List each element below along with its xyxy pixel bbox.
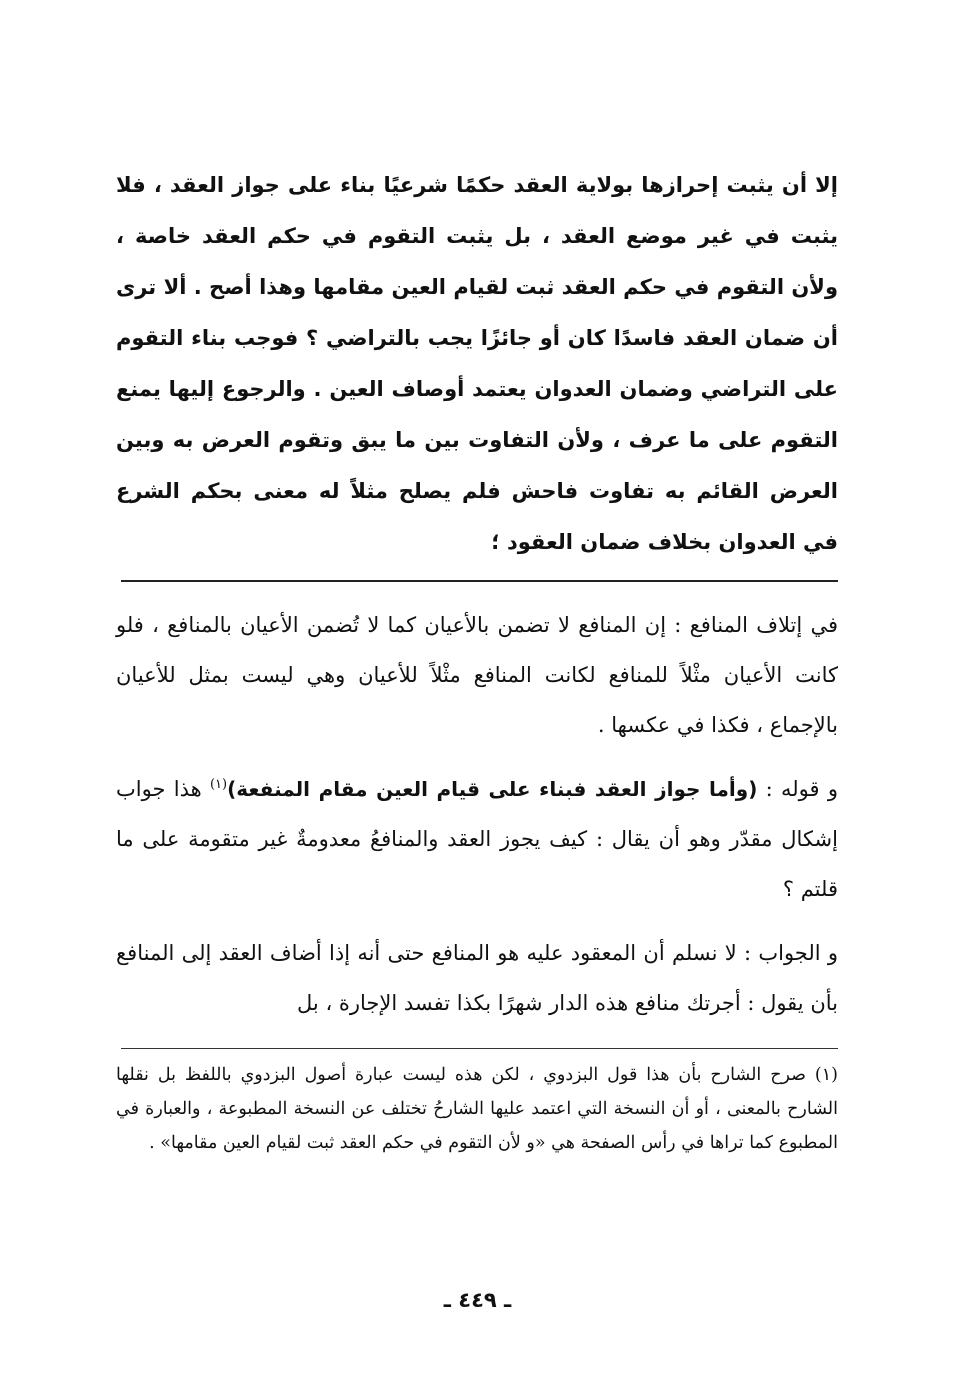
commentary-text	[116, 600, 838, 1042]
quoted-matn: (وأما جواز العقد فبناء على قيام العين مقام المنفعة)	[227, 777, 758, 801]
commentary-continuation: هذا جواب إشكال مقدّر وهو أن يقال : كيف يجوز العقد والمنافعُ معدومةٌ غير متقومة على ما قلتم ؟	[116, 777, 838, 901]
footnote-divider	[121, 1048, 838, 1049]
footnote	[116, 1058, 838, 1160]
footnote-reference: (١)	[209, 777, 228, 792]
text-divider	[121, 580, 838, 582]
main-text-paragraph: إلا أن يثبت إحرازها بولاية العقد حكمًا شرعيًا بناء على جواز العقد ، فلا يثبت في غير موضع العقد ، بل يثبت التقوم في حكم العقد خاصة ، ولأن التقوم في حكم العقد ثبت لقيام العين مقامها وهذا أصح . ألا ترى أن ضمان العقد فاسدًا كان أو جائزًا يجب بالتراضي ؟ فوجب بناء التقوم على التراضي وضمان العدوان يعتمد أوصاف العين . والرجوع إليها يمنع التقوم على ما عرف ، ولأن التفاوت بين ما يبق وتقوم العرض به وبين العرض القائم به تفاوت فاحش فلم يصلح مثلاً له معنى بحكم الشرع في العدوان بخلاف ضمان العقود ؛	[116, 173, 838, 554]
commentary-paragraph-2	[116, 764, 838, 914]
page-number: ـ ٤٤٩ ـ	[443, 1288, 512, 1312]
commentary-paragraph-3: و الجواب : لا نسلم أن المعقود عليه هو المنافع حتى أنه إذا أضاف العقد إلى المنافع بأن يقول : أجرتك منافع هذه الدار شهرًا بكذا تفسد الإجارة ، بل	[116, 941, 838, 1015]
commentary-paragraph-1: في إتلاف المنافع : إن المنافع لا تضمن بالأعيان كما لا تُضمن الأعيان بالمنافع ، فلو كانت الأعيان مثْلاً للمنافع لكانت المنافع مثْلاً للأعيان وهي ليست بمثل للأعيان بالإجماع ، فكذا في عكسها .	[116, 613, 838, 737]
footnote-text: (١) صرح الشارح بأن هذا قول البزدوي ، لكن هذه ليست عبارة أصول البزدوي باللفظ بل نقلها الشارح بالمعنى ، أو أن النسخة التي اعتمد عليها الشارحُ تختلف عن النسخة المطبوعة ، والعبارة في المطبوع كما تراها في رأس الصفحة هي «و لأن التقوم في حكم العقد ثبت لقيام العين مقامها» .	[116, 1065, 838, 1153]
commentary-lead: و قوله :	[757, 777, 838, 801]
main-text	[116, 160, 838, 568]
